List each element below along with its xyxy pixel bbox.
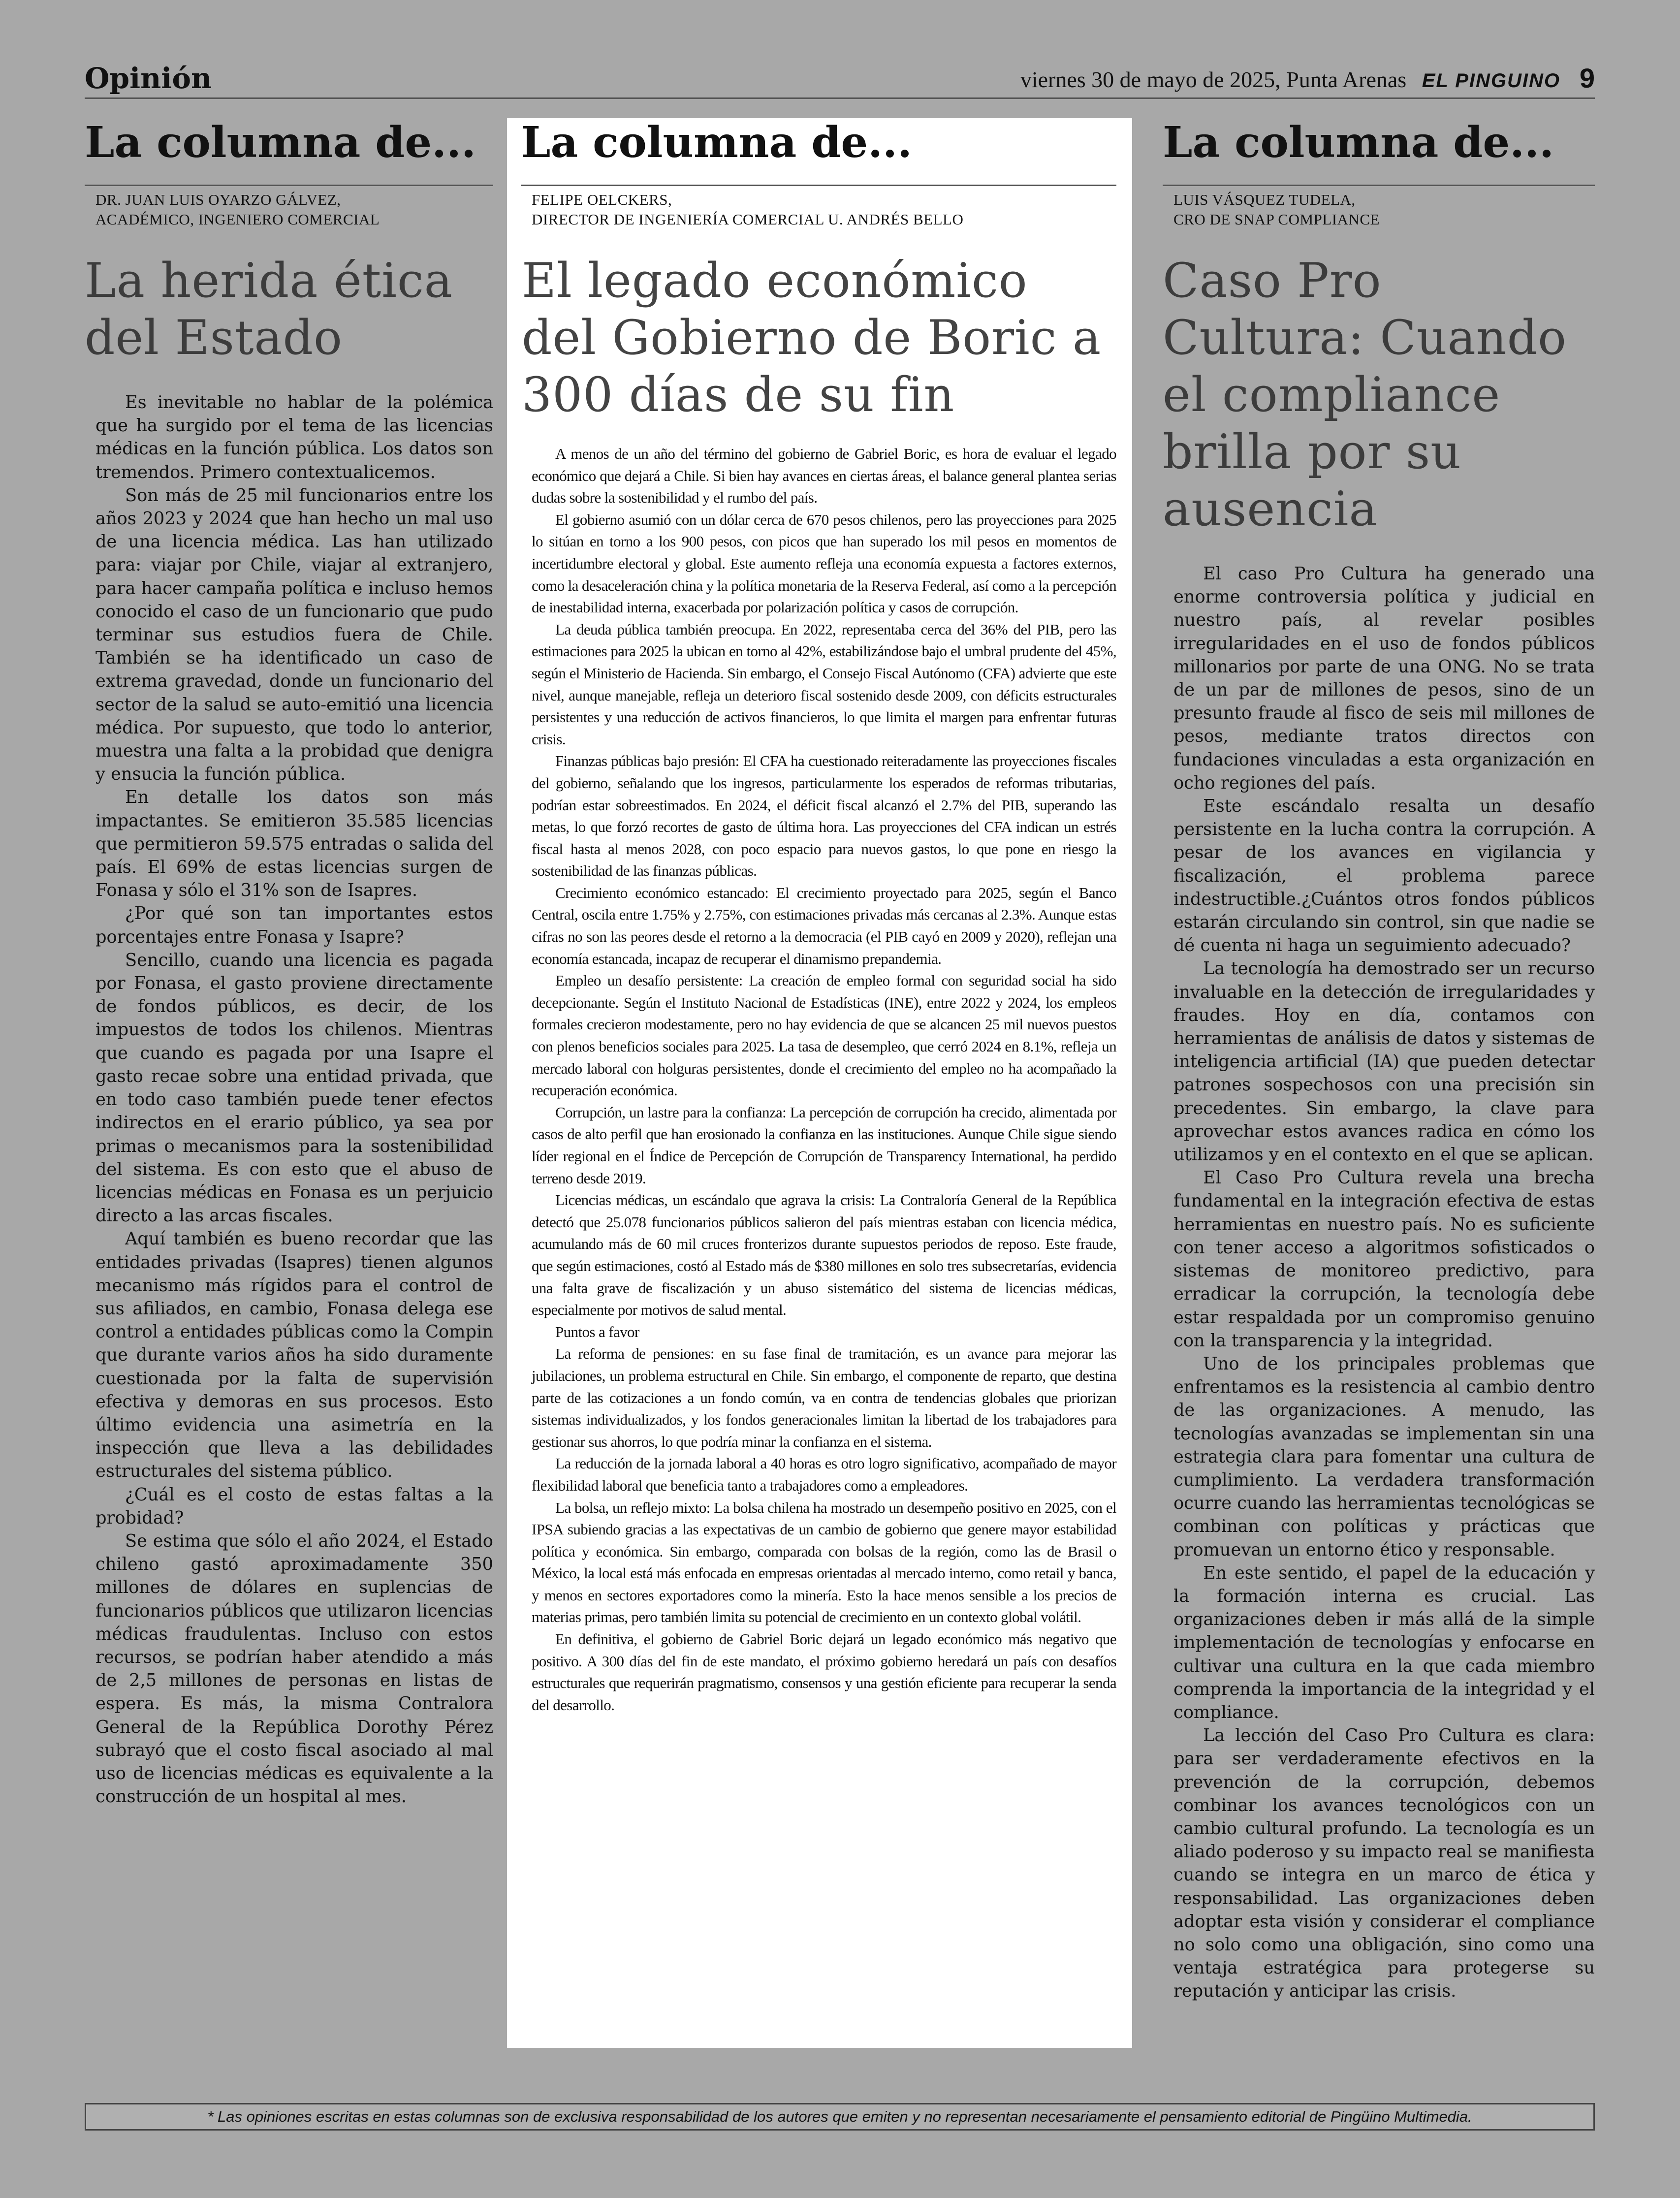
article-title: Caso Pro Cultura: Cuando el compliance brilla por su ausencia	[1163, 253, 1567, 537]
column-2	[507, 118, 1132, 2048]
paragraph: El gobierno asumió con un dólar cerca de 670 pesos chilenos, pero las proyecciones para 2025 lo sitúan en torno a los 900 pesos, con picos que han superado los mil pesos en momentos de incertidumbre electoral y global. Este aumento refleja una economía expuesta a factores externos, como la desaceleración china y la política monetaria de la Reserva Federal, así como a la percepción de inestabilidad interna, exacerbada por polarización política y casos de corrupción.	[532, 510, 1116, 616]
page-number: 9	[1579, 63, 1595, 94]
paragraph: ¿Por qué son tan importantes estos porcentajes entre Fonasa y Isapre?	[95, 903, 493, 947]
date-line	[1020, 66, 1560, 95]
article-body	[85, 391, 493, 1808]
column-1	[85, 118, 493, 1808]
paragraph: Uno de los principales problemas que enfrentamos es la resistencia al cambio dentro de las organizaciones. A menudo, las tecnologías avanzadas se implementan sin una estrategia clara para fomentar una cultura de cumplimiento. La verdadera transformación ocurre cuando las herramientas tecnológicas se combinan con políticas y prácticas que promuevan un entorno ético y responsable.	[1173, 1353, 1595, 1560]
article-title: El legado económico del Gobierno de Boric a 300 días de su fin	[522, 253, 1102, 422]
disclaimer-note: * Las opiniones escritas en estas columnas son de exclusiva responsabilidad de los autores que emiten y no representan necesariamente el pensamiento editorial de Pingüino Multimedia.	[85, 2103, 1595, 2131]
author-byline	[1163, 190, 1595, 229]
paragraph: Se estima que sólo el año 2024, el Estado chileno gastó aproximadamente 350 millones de dólares en suplencias de funcionarios públicos que utilizaron licencias médicas fraudulentas. Incluso con estos recursos, se podrían haber atendido a más de 2,5 millones de personas en listas de espera. Es más, la misma Contralora General de la República Dorothy Pérez subrayó que el costo fiscal asociado al mal uso de licencias médicas es equivalente a la construcción de un hospital al mes.	[95, 1530, 493, 1807]
paragraph: A menos de un año del término del gobierno de Gabriel Boric, es hora de evaluar el legado económico que dejará a Chile. Si bien hay avances en ciertas áreas, el balance general plantea serias dudas sobre la sostenibilidad y el rumbo del país.	[532, 445, 1116, 507]
author-role: CRO DE SNAP COMPLIANCE	[1173, 211, 1380, 228]
paragraph: Licencias médicas, un escándalo que agrava la crisis: La Contraloría General de la República detectó que 25.078 funcionarios públicos salieron del país mientras estaban con licencia médica, acumulando más de 60 mil cruces fronterizos durante supuestos periodos de reposo. Este fraude, que según estimaciones, costó al Estado más de $380 millones en solo tres subsecretarías, evidencia una falta grave de fiscalización y un abuso sistemático del sistema de licencias médicas, especialmente por motivos de salud mental.	[532, 1191, 1116, 1319]
column-kicker: La columna de...	[521, 118, 1116, 186]
column-3	[1163, 118, 1595, 2003]
paragraph: El Caso Pro Cultura revela una brecha fundamental en la integración efectiva de estas herramientas en nuestro país. No es suficiente con tener acceso a algoritmos sofisticados o sistemas de monitoreo predictivo, para erradicar la corrupción, la tecnología debe estar respaldada por un compromiso genuino con la transparencia y la integridad.	[1173, 1168, 1595, 1351]
author-name: FELIPE OELCKERS,	[532, 191, 672, 208]
article-body	[521, 443, 1116, 1716]
paragraph: Corrupción, un lastre para la confianza: La percepción de corrupción ha crecido, alimentada por casos de alto perfil que han erosionado la confianza en las instituciones. Aunque Chile sigue siendo líder regional en el Índice de Percepción de Corrupción de Transparency International, ha perdido terreno desde 2019.	[532, 1103, 1116, 1187]
author-role: DIRECTOR DE INGENIERÍA COMERCIAL U. ANDRÉS BELLO	[532, 211, 964, 228]
section-name: Opinión	[85, 62, 212, 95]
column-kicker: La columna de...	[1163, 118, 1595, 186]
paragraph: La bolsa, un reflejo mixto: La bolsa chilena ha mostrado un desempeño positivo en 2025, con el IPSA subiendo gracias a las expectativas de un cambio de gobierno que genere mayor estabilidad política y económica. Sin embargo, comparada con bolsas de la región, como las de Brasil o México, la local está más enfocada en empresas orientadas al mercado interno, como retail y banca, y menos en sectores exportadores como la minería. Esto la hace menos sensible a los precios de materias primas, pero también limita su potencial de crecimiento en un contexto global volátil.	[532, 1498, 1116, 1626]
paragraph: Crecimiento económico estancado: El crecimiento proyectado para 2025, según el Banco Central, oscila entre 1.75% y 2.75%, con estimaciones privadas más cercanas al 2.3%. Aunque estas cifras no son las peores desde el retorno a la democracia (el PIB cayó en 2009 y 2020), reflejan una economía estancada, incapaz de recuperar el dinamismo prepandemia.	[532, 884, 1116, 967]
paragraph: La deuda pública también preocupa. En 2022, representaba cerca del 36% del PIB, pero las estimaciones para 2025 la ubican en torno al 42%, estabilizándose bajo el umbral prudente del 45%, según el Ministerio de Hacienda. Sin embargo, el Consejo Fiscal Autónomo (CFA) advierte que este nivel, aunque manejable, refleja un deterioro fiscal sostenido desde 2009, con déficits estructurales persistentes y una reducción de activos financieros, lo que limita el margen para enfrentar futuras crisis.	[532, 620, 1116, 748]
paragraph: En detalle los datos son más impactantes. Se emitieron 35.585 licencias que permitieron 59.575 entradas o salida del país. El 69% de estas licencias surgen de Fonasa y sólo el 31% son de Isapres.	[95, 787, 493, 901]
paragraph: El caso Pro Cultura ha generado una enorme controversia política y judicial en nuestro país, al revelar posibles irregularidades en el uso de fondos públicos millonarios por parte de una ONG. No se trata de un par de millones de pesos, sino de un presunto fraude al fisco de seis mil millones de pesos, mediante tratos directos con fundaciones vinculadas a esta organización en ocho regiones del país.	[1173, 564, 1595, 793]
paragraph: Este escándalo resalta un desafío persistente en la lucha contra la corrupción. A pesar de los avances en vigilancia y fiscalización, el problema parece indestructible.¿Cuántos otros fondos públicos estarán circulando sin control, sin que nadie se dé cuenta ni haga un seguimiento adecuado?	[1173, 796, 1595, 956]
paragraph: En este sentido, el papel de la educación y la formación interna es crucial. Las organizaciones deben ir más allá de la simple implementación de tecnologías y enfocarse en cultivar una cultura en la que cada miembro comprenda la importancia de la integridad y el compliance.	[1173, 1562, 1595, 1722]
paragraph: En definitiva, el gobierno de Gabriel Boric dejará un legado económico más negativo que positivo. A 300 días del fin de este mandato, el próximo gobierno heredará un país con desafíos estructurales que requerirán pragmatismo, consensos y una gestión eficiente para recuperar la senda del desarrollo.	[532, 1630, 1116, 1714]
author-role: ACADÉMICO, INGENIERO COMERCIAL	[95, 211, 380, 228]
paragraph: Son más de 25 mil funcionarios entre los años 2023 y 2024 que han hecho un mal uso de una licencia médica. Las han utilizado para: viajar por Chile, viajar al extranjero, para hacer campaña política e incluso hemos conocido el caso de un funcionario que pudo terminar sus estudios fuera de Chile. También se ha identificado un caso de extrema gravedad, donde un funcionario del sector de la salud se auto-emitió una licencia médica. Por supuesto, que todo lo anterior, muestra una falta a la probidad que denigra y ensucia la función pública.	[95, 485, 493, 785]
paragraph: La tecnología ha demostrado ser un recurso invaluable en la detección de irregularidades y fraudes. Hoy en día, contamos con herramientas de análisis de datos y sistemas de inteligencia artificial (IA) que pueden detectar patrones sospechosos con una precisión sin precedentes. Sin embargo, la clave para aprovechar estos avances radica en cómo los utilizamos y en el contexto en el que se aplican.	[1173, 958, 1595, 1165]
paragraph: Aquí también es bueno recordar que las entidades privadas (Isapres) tienen algunos mecanismo más rígidos para el control de sus afiliados, en cambio, Fonasa delega ese control a entidades públicas como la Compin que durante varios años ha sido duramente cuestionada por la falta de supervisión efectiva y demoras en sus procesos. Esto último evidencia una asimetría en la inspección que lleva a las debilidades estructurales del sistema público.	[95, 1229, 493, 1482]
paragraph: Empleo un desafío persistente: La creación de empleo formal con seguridad social ha sido decepcionante. Según el Instituto Nacional de Estadísticas (INE), entre 2022 y 2024, los empleos formales crecieron modestamente, pero no hay evidencia de que se alcancen 25 mil nuevos puestos con plenos beneficios sociales para 2025. La tasa de desempleo, que cerró 2024 en 8.1%, refleja un mercado laboral con holguras persistentes, donde el crecimiento del empleo no ha acompañado la recuperación económica.	[532, 972, 1116, 1099]
publication-name: EL PINGUINO	[1422, 70, 1560, 92]
paragraph: La reducción de la jornada laboral a 40 horas es otro logro significativo, acompañado de mayor flexibilidad laboral que beneficia tanto a trabajadores como a empleadores.	[532, 1455, 1116, 1494]
author-byline	[521, 190, 1116, 229]
paragraph: La reforma de pensiones: en su fase final de tramitación, es un avance para mejorar las jubilaciones, un problema estructural en Chile. Sin embargo, el componente de reparto, que destina parte de las cotizaciones a un fondo común, va en contra de tendencias globales que priorizan sistemas individualizados, y los fondos generacionales limitan la libertad de los trabajadores para gestionar sus ahorros, lo que podría minar la confianza en el sistema.	[532, 1345, 1116, 1450]
paragraph: Sencillo, cuando una licencia es pagada por Fonasa, el gasto proviene directamente de fondos públicos, es decir, de los impuestos de todos los chilenos. Mientras que cuando es pagada por una Isapre el gasto recae sobre una entidad privada, que en todo caso también puede tener efectos indirectos en el erario público, ya sea por primas o mecanismos para la sostenibilidad del sistema. Es con esto que el abuso de licencias médicas en Fonasa es un perjuicio directo a las arcas fiscales.	[95, 950, 493, 1226]
paragraph: Es inevitable no hablar de la polémica que ha surgido por el tema de las licencias médicas en la función pública. Los datos son tremendos. Primero contextualicemos.	[95, 392, 493, 482]
column-kicker: La columna de...	[85, 118, 493, 186]
paragraph: Finanzas públicas bajo presión: El CFA ha cuestionado reiteradamente las proyecciones fiscales del gobierno, señalando que los ingresos, particularmente los esperados de reformas tributarias, podrían estar sobreestimados. En 2024, el déficit fiscal alcanzó el 2.7% del PIB, superando las metas, lo que forzó recortes de gasto de última hora. Las proyecciones del CFA indican un estrés fiscal hasta al menos 2028, con poco espacio para nuevos gastos, lo que pone en riesgo la sostenibilidad de las finanzas públicas.	[532, 752, 1116, 880]
author-name: DR. JUAN LUIS OYARZO GÁLVEZ,	[95, 191, 341, 208]
author-byline	[85, 190, 493, 229]
author-name: LUIS VÁSQUEZ TUDELA,	[1173, 191, 1356, 208]
paragraph: Puntos a favor	[555, 1323, 639, 1340]
date-place: viernes 30 de mayo de 2025, Punta Arenas	[1020, 67, 1407, 92]
article-title: La herida ética del Estado	[85, 253, 453, 365]
page-header	[85, 61, 1595, 99]
paragraph: La lección del Caso Pro Cultura es clara: para ser verdaderamente efectivos en la prevención de la corrupción, debemos combinar los avances tecnológicos con un cambio cultural profundo. La tecnología es un aliado poderoso y su impacto real se manifiesta cuando se integra en un marco de ética y responsabilidad. Las organizaciones deben adoptar esta visión y considerar el compliance no solo como una obligación, sino como una ventaja estratégica para protegerse su reputación y anticipar las crisis.	[1173, 1725, 1595, 2002]
article-body	[1163, 562, 1595, 2003]
paragraph: ¿Cuál es el costo de estas faltas a la probidad?	[95, 1484, 493, 1528]
